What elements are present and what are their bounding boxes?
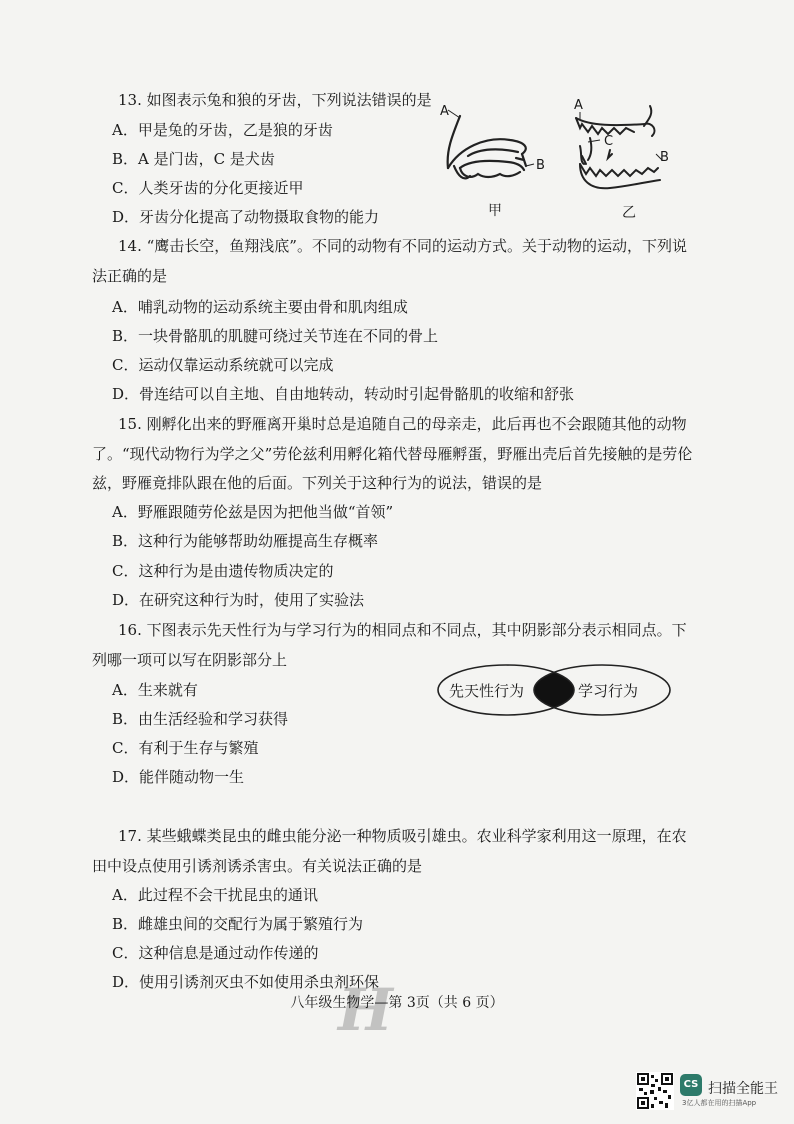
venn-label-learned: 学习行为: [578, 682, 639, 700]
q15-option-d: D．在研究这种行为时，使用了实验法: [112, 591, 365, 609]
q16-stem-line-2: 列哪一项可以写在阴影部分上: [92, 651, 288, 669]
rabbit-jaw-drawing: [448, 116, 526, 178]
q13-option-c: C．人类牙齿的分化更接近甲: [112, 179, 304, 197]
q13-option-d: D．牙齿分化提高了动物摄取食物的能力: [112, 208, 380, 226]
q17-stem-line-2: 田中设点使用引诱剂诱杀害虫。有关说法正确的是: [92, 857, 423, 875]
q17-option-c: C．这种信息是通过动作传递的: [112, 944, 319, 962]
scanner-brand-name: 扫描全能王: [708, 1081, 778, 1097]
q16-option-a: A．生来就有: [112, 681, 198, 699]
q16-option-b: B．由生活经验和学习获得: [112, 710, 289, 728]
q14-option-c: C．运动仅靠运动系统就可以完成: [112, 356, 334, 374]
q14-option-b: B．一块骨骼肌的肌腱可绕过关节连在不同的骨上: [112, 327, 439, 345]
q15-option-b: B．这种行为能够帮助幼雁提高生存概率: [112, 532, 379, 550]
q15-stem-line-2: 了。“现代动物行为学之父”劳伦兹利用孵化箱代替母雁孵蛋，野雁出壳后首先接触的是劳伦: [92, 445, 693, 463]
scanner-logo-icon: CS: [680, 1074, 702, 1096]
venn-label-innate: 先天性行为: [449, 682, 525, 700]
scanner-tagline: 3亿人都在用的扫描App: [682, 1099, 757, 1107]
q16-stem-line-1: 16. 下图表示先天性行为与学习行为的相同点和不同点，其中阴影部分表示相同点。下: [118, 621, 687, 639]
q17-stem-line-1: 17. 某些蛾蝶类昆虫的雌虫能分泌一种物质吸引雄虫。农业科学家利用这一原理，在农: [118, 827, 687, 845]
qr-code-icon: [636, 1072, 674, 1110]
q13-option-b: B．A 是门齿，C 是犬齿: [112, 150, 275, 168]
q17-option-b: B．雌雄虫间的交配行为属于繁殖行为: [112, 915, 364, 933]
wolf-jaw-drawing: [576, 106, 660, 188]
watermark-letter: H: [338, 976, 393, 1044]
q16-option-c: C．有利于生存与繁殖: [112, 739, 259, 757]
fig-label-a-right: A: [574, 98, 583, 113]
fig-caption-left: 甲: [488, 203, 502, 219]
fig-label-b-right: B: [660, 150, 669, 165]
fig-label-a-left: A: [440, 104, 449, 119]
fig-label-c-right: C: [604, 134, 614, 149]
q15-stem-line-3: 兹，野雁竟排队跟在他的后面。下列关于这种行为的说法，错误的是: [92, 474, 543, 492]
q14-option-a: A．哺乳动物的运动系统主要由骨和肌肉组成: [112, 298, 408, 316]
q15-option-a: A．野雁跟随劳伦兹是因为把他当做“首领”: [112, 503, 394, 521]
q17-option-d: D．使用引诱剂灭虫不如使用杀虫剂环保: [112, 973, 380, 991]
fig-caption-right: 乙: [622, 205, 636, 221]
fig-label-b-left: B: [536, 158, 545, 173]
q14-option-d: D．骨连结可以自主地、自由地转动，转动时引起骨骼肌的收缩和舒张: [112, 385, 575, 403]
q17-option-a: A．此过程不会干扰昆虫的通讯: [112, 886, 318, 904]
q13-option-a: A．甲是兔的牙齿，乙是狼的牙齿: [112, 121, 333, 139]
teeth-figure: [430, 96, 680, 216]
q16-option-d: D．能伴随动物一生: [112, 768, 245, 786]
q15-stem-line-1: 15. 刚孵化出来的野雁离开巢时总是追随自己的母亲走，此后再也不会跟随其他的动物: [118, 415, 687, 433]
q14-stem-line-2: 法正确的是: [92, 267, 168, 285]
q15-option-c: C．这种行为是由遗传物质决定的: [112, 562, 334, 580]
q14-stem-line-1: 14. “鹰击长空，鱼翔浅底”。不同的动物有不同的运动方式。关于动物的运动，下列说: [118, 237, 687, 255]
page-footer: 八年级生物学—第 3页（共 6 页）: [290, 995, 504, 1011]
q13-stem: 13. 如图表示兔和狼的牙齿，下列说法错误的是: [118, 91, 432, 109]
